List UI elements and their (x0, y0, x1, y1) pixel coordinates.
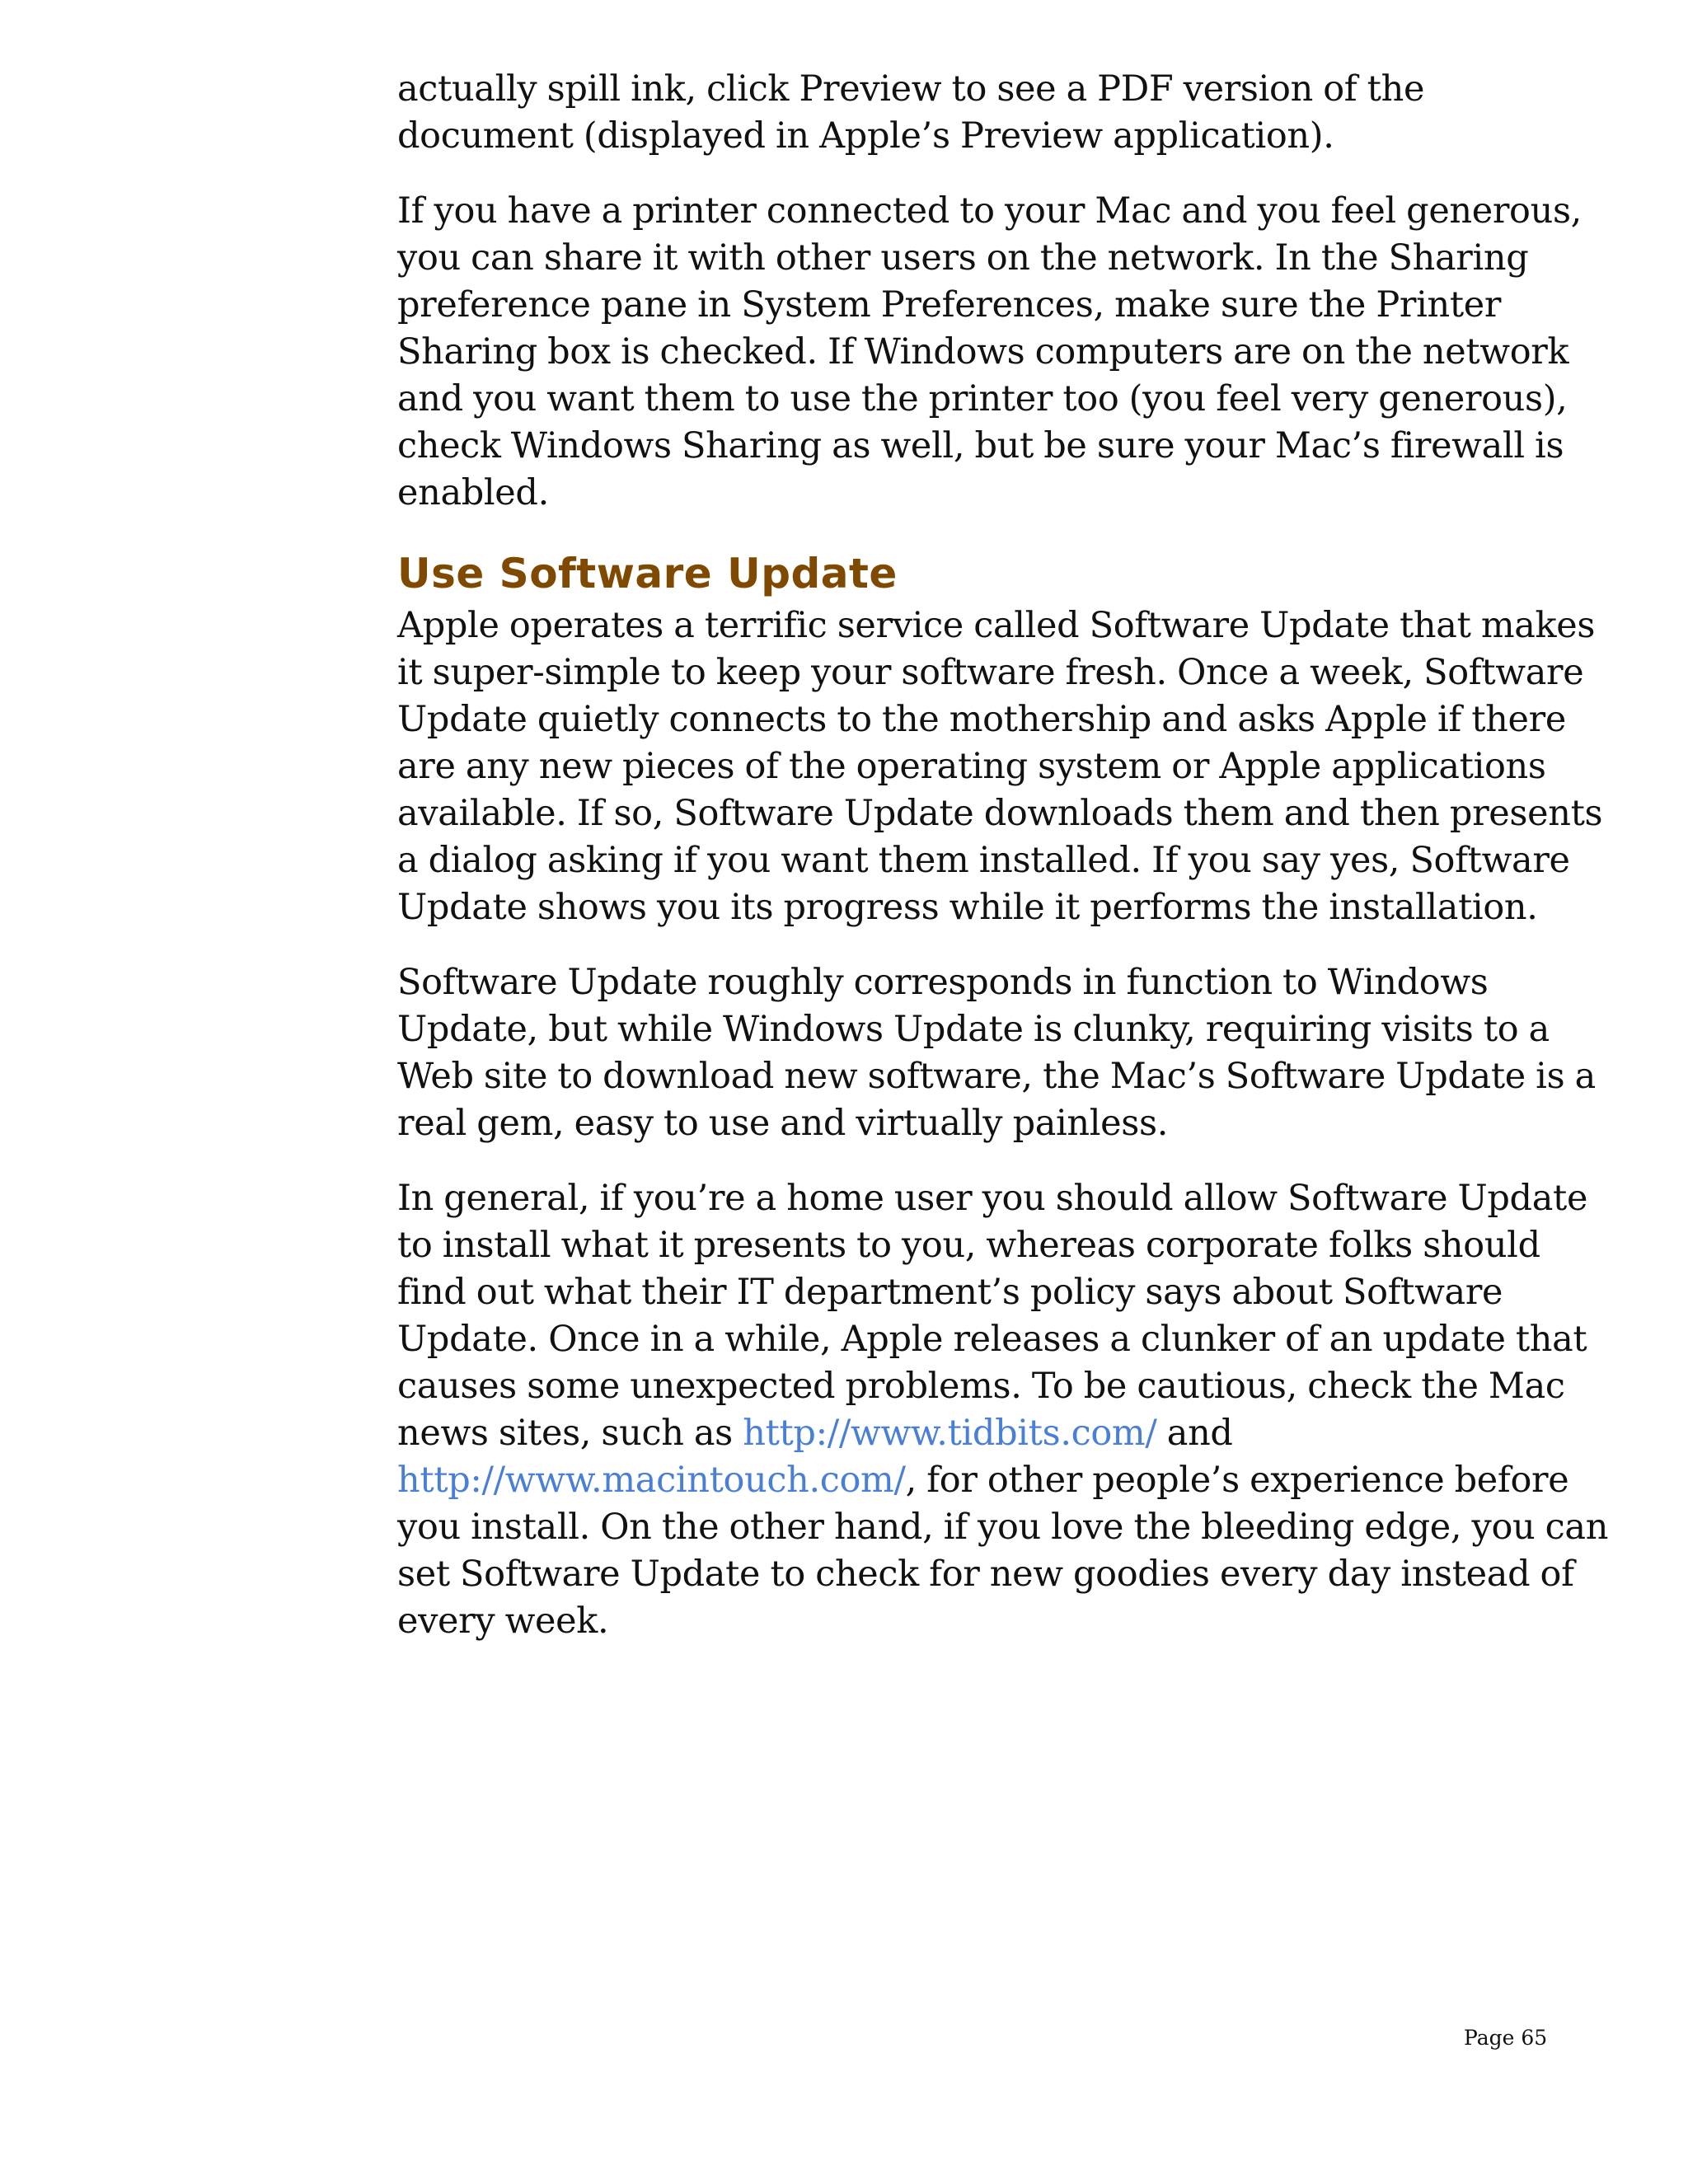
paragraph-windows-update-comparison: Software Update roughly corresponds in function to Windows Update, but while Windows Update is clunky, requiring visits to a Web site to download new software, the Mac’s Software Update is a real gem, easy to use and virtually painless. (397, 962, 1596, 1144)
paragraph-printer-sharing: If you have a printer connected to your Mac and you feel generous, you can share it with other users on the network. In the Sharing preference pane in System Preferences, make sure the Printer Sharing box is checked. If Windows computers are on the network and you want them to use the printer too (you feel very generous), check Windows Sharing as well, but be sure your Mac’s firewall is enabled. (397, 190, 1582, 513)
advice-text-start: In general, if you’re a home user you should allow Software Update to install what it presents to you, whereas corporate folks should find out what their IT department’s policy says about Software Update. Once in a while, Apple releases a clunker of an update that causes some unexpected problems. To be cautious, check the Mac news sites, such as (397, 1178, 1588, 1454)
page-number: Page 65 (1464, 2026, 1548, 2050)
tidbits-link[interactable]: http://www.tidbits.com/ (743, 1413, 1157, 1454)
advice-text-end: , for other people’s experience before you install. On the other hand, if you love the bleeding edge, you can set Software Update to check for new goodies every day instead of every week. (397, 1460, 1609, 1642)
paragraph-update-advice (397, 1175, 1609, 1645)
macintouch-link[interactable]: http://www.macintouch.com/ (397, 1460, 906, 1501)
page-body (397, 66, 1609, 1673)
paragraph-print-preview: actually spill ink, click Preview to see a PDF version of the document (displayed in Apple’s Preview application). (397, 68, 1425, 157)
section-heading-software-update: Use Software Update (397, 550, 898, 598)
advice-text-and: and (1156, 1413, 1233, 1454)
paragraph-software-update-intro: Apple operates a terrific service called Software Update that makes it super-simple to keep your software fresh. Once a week, Software Update quietly connects to the mothership and asks Apple if there are any new pieces of the operating system or Apple applications available. If so, Software Update downloads them and then presents a dialog asking if you want them installed. If you say yes, Software Update shows you its progress while it performs the installation. (397, 605, 1603, 928)
